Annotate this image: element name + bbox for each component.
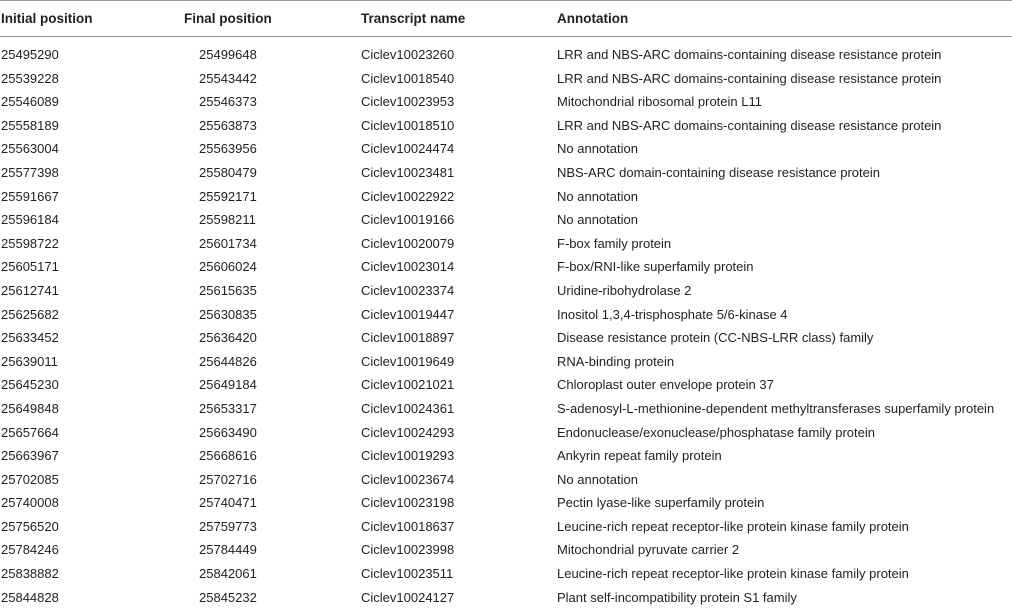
header-final-position: Final position [184, 11, 272, 26]
cell-annotation: NBS-ARC domain-containing disease resistance protein [557, 164, 880, 180]
cell-annotation: Disease resistance protein (CC-NBS-LRR class) family [557, 330, 874, 346]
header-annotation: Annotation [557, 11, 629, 26]
cell-transcript-name: Ciclev10020079 [361, 235, 455, 251]
cell-transcript-name: Ciclev10024361 [361, 400, 455, 416]
cell-final-position: 25543442 [199, 70, 257, 86]
cell-transcript-name: Ciclev10022922 [361, 188, 455, 204]
cell-annotation: Mitochondrial pyruvate carrier 2 [557, 542, 740, 558]
cell-final-position: 25499648 [199, 47, 257, 62]
cell-transcript-name: Ciclev10024474 [361, 141, 455, 157]
table-row [0, 468, 1012, 492]
table-row [0, 515, 1012, 539]
cell-annotation: F-box family protein [557, 235, 672, 251]
cell-annotation: Uridine-ribohydrolase 2 [557, 282, 692, 298]
table-header-row [0, 1, 1012, 36]
cell-final-position: 25759773 [199, 518, 257, 534]
cell-initial-position: 25702085 [1, 471, 59, 487]
header-initial-position: Initial position [1, 11, 93, 26]
cell-initial-position: 25563004 [1, 141, 59, 157]
cell-final-position: 25563956 [199, 141, 257, 157]
cell-final-position: 25563873 [199, 117, 257, 133]
cell-annotation: Chloroplast outer envelope protein 37 [557, 377, 774, 393]
cell-initial-position: 25639011 [1, 353, 58, 369]
cell-transcript-name: Ciclev10024127 [361, 589, 455, 605]
cell-initial-position: 25495290 [1, 47, 59, 62]
cell-initial-position: 25844828 [1, 589, 59, 605]
cell-initial-position: 25598722 [1, 235, 59, 251]
cell-annotation: Inositol 1,3,4-trisphosphate 5/6-kinase 4 [557, 306, 788, 322]
cell-initial-position: 25657664 [1, 424, 59, 440]
cell-annotation: Endonuclease/exonuclease/phosphatase family protein [557, 424, 875, 440]
cell-transcript-name: Ciclev10023198 [361, 495, 455, 511]
table-row [0, 208, 1012, 232]
cell-transcript-name: Ciclev10023260 [361, 47, 455, 62]
cell-final-position: 25702716 [199, 471, 257, 487]
cell-final-position: 25592171 [199, 188, 257, 204]
cell-annotation: RNA-binding protein [557, 353, 675, 369]
cell-annotation: No annotation [557, 188, 638, 204]
cell-transcript-name: Ciclev10023674 [361, 471, 455, 487]
table-row [0, 232, 1012, 256]
cell-initial-position: 25577398 [1, 164, 59, 180]
cell-transcript-name: Ciclev10019447 [361, 306, 455, 322]
cell-final-position: 25784449 [199, 542, 257, 558]
cell-annotation: LRR and NBS-ARC domains-containing disease resistance protein [557, 117, 942, 133]
cell-final-position: 25649184 [199, 377, 257, 393]
cell-annotation: No annotation [557, 471, 638, 487]
table-row [0, 350, 1012, 374]
cell-initial-position: 25756520 [1, 518, 59, 534]
cell-annotation: Plant self-incompatibility protein S1 family [557, 589, 797, 605]
cell-annotation: No annotation [557, 141, 638, 157]
table-row [0, 279, 1012, 303]
cell-final-position: 25615635 [199, 282, 257, 298]
cell-transcript-name: Ciclev10019649 [361, 353, 455, 369]
table-body [0, 37, 1012, 609]
cell-initial-position: 25596184 [1, 212, 59, 228]
table-row [0, 43, 1012, 67]
cell-initial-position: 25546089 [1, 94, 59, 110]
cell-initial-position: 25740008 [1, 495, 59, 511]
table-row [0, 586, 1012, 609]
cell-initial-position: 25539228 [1, 70, 59, 86]
cell-transcript-name: Ciclev10024293 [361, 424, 455, 440]
table-row [0, 255, 1012, 279]
cell-initial-position: 25558189 [1, 117, 59, 133]
cell-transcript-name: Ciclev10018540 [361, 70, 455, 86]
cell-annotation: LRR and NBS-ARC domains-containing disease resistance protein [557, 47, 942, 62]
table-row [0, 538, 1012, 562]
table-row [0, 491, 1012, 515]
cell-initial-position: 25591667 [1, 188, 59, 204]
table-row [0, 185, 1012, 209]
cell-initial-position: 25605171 [1, 259, 59, 275]
table-row [0, 326, 1012, 350]
table-row [0, 421, 1012, 445]
table-row [0, 562, 1012, 586]
table-row [0, 397, 1012, 421]
table-row [0, 114, 1012, 138]
cell-final-position: 25546373 [199, 94, 257, 110]
table-row [0, 161, 1012, 185]
table-row [0, 373, 1012, 397]
cell-transcript-name: Ciclev10018637 [361, 518, 455, 534]
cell-transcript-name: Ciclev10023014 [361, 259, 455, 275]
table-row [0, 137, 1012, 161]
cell-transcript-name: Ciclev10023481 [361, 164, 455, 180]
cell-transcript-name: Ciclev10023953 [361, 94, 455, 110]
cell-final-position: 25668616 [199, 448, 257, 464]
cell-transcript-name: Ciclev10019166 [361, 212, 455, 228]
cell-annotation: Ankyrin repeat family protein [557, 448, 722, 464]
cell-initial-position: 25633452 [1, 330, 59, 346]
cell-transcript-name: Ciclev10023511 [361, 566, 454, 582]
table-row [0, 303, 1012, 327]
cell-initial-position: 25784246 [1, 542, 59, 558]
cell-initial-position: 25838882 [1, 566, 59, 582]
cell-final-position: 25740471 [199, 495, 257, 511]
cell-final-position: 25598211 [199, 212, 256, 228]
cell-annotation: S-adenosyl-L-methionine-dependent methyltransferases superfamily protein [557, 400, 995, 416]
cell-final-position: 25842061 [199, 566, 257, 582]
cell-annotation: F-box/RNI-like superfamily protein [557, 259, 754, 275]
cell-initial-position: 25645230 [1, 377, 59, 393]
cell-transcript-name: Ciclev10018897 [361, 330, 455, 346]
cell-annotation: Mitochondrial ribosomal protein L11 [557, 94, 762, 110]
cell-annotation: Pectin lyase-like superfamily protein [557, 495, 765, 511]
cell-initial-position: 25612741 [1, 282, 59, 298]
cell-transcript-name: Ciclev10023998 [361, 542, 455, 558]
cell-initial-position: 25625682 [1, 306, 59, 322]
table-row [0, 444, 1012, 468]
cell-final-position: 25845232 [199, 589, 257, 605]
cell-final-position: 25644826 [199, 353, 257, 369]
cell-final-position: 25663490 [199, 424, 257, 440]
cell-final-position: 25606024 [199, 259, 257, 275]
cell-annotation: Leucine-rich repeat receptor-like protein kinase family protein [557, 566, 909, 582]
cell-transcript-name: Ciclev10023374 [361, 282, 455, 298]
cell-annotation: LRR and NBS-ARC domains-containing disease resistance protein [557, 70, 942, 86]
cell-transcript-name: Ciclev10018510 [361, 117, 455, 133]
cell-annotation: No annotation [557, 212, 638, 228]
cell-final-position: 25601734 [199, 235, 257, 251]
table-row [0, 90, 1012, 114]
header-transcript-name: Transcript name [361, 11, 466, 26]
cell-final-position: 25653317 [199, 400, 257, 416]
cell-transcript-name: Ciclev10019293 [361, 448, 455, 464]
cell-final-position: 25630835 [199, 306, 257, 322]
table-row [0, 67, 1012, 91]
cell-final-position: 25580479 [199, 164, 257, 180]
cell-initial-position: 25649848 [1, 400, 59, 416]
cell-final-position: 25636420 [199, 330, 257, 346]
cell-transcript-name: Ciclev10021021 [361, 377, 455, 393]
cell-annotation: Leucine-rich repeat receptor-like protein kinase family protein [557, 518, 909, 534]
cell-initial-position: 25663967 [1, 448, 59, 464]
